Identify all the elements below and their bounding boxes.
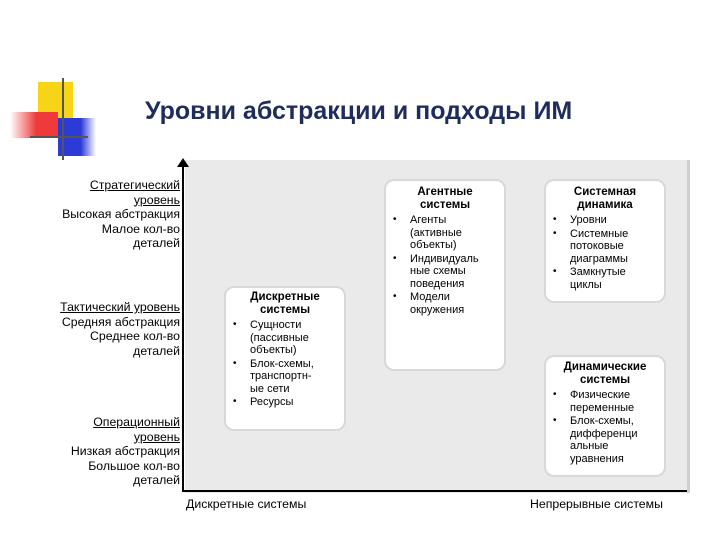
box-discrete-title: Дискретные системы (250, 291, 320, 316)
list-item: • Агенты (активные объекты) (393, 214, 462, 251)
level-tactical-desc: Средняя абстракция Среднее кол-во деталей (61, 314, 180, 358)
bullet-icon: • (393, 252, 397, 264)
level-operational-desc: Низкая абстракция Большое кол-во деталей (70, 444, 180, 487)
deco-red-square (10, 112, 58, 138)
box-system-dynamics-title: Системная динамика (573, 186, 637, 211)
list-item: • Модели окружения (393, 291, 465, 316)
level-operational-name: Операционный уровень (93, 415, 180, 444)
box-system-dynamics (544, 179, 666, 303)
bullet-icon: • (553, 214, 557, 225)
list-item: • Блок-схемы, транспортн- ые сети (233, 357, 314, 395)
slide-title: Уровни абстракции и подходы ИМ (145, 97, 573, 125)
bullet-icon: • (393, 214, 397, 225)
x-axis-label-discrete: Дискретные системы (186, 497, 307, 511)
bullet-icon: • (233, 357, 237, 369)
deco-hline (30, 136, 88, 138)
bullet-icon: • (553, 227, 557, 239)
level-operational (71, 415, 180, 488)
x-axis-label-continuous: Непрерывные системы (530, 497, 663, 511)
level-tactical-name: Тактический уровень (60, 300, 180, 314)
level-strategic (62, 178, 180, 251)
list-item: • Сущности (пассивные объекты) (233, 319, 309, 356)
bullet-icon: • (233, 396, 237, 407)
y-axis (182, 163, 184, 492)
bullet-icon: • (553, 415, 557, 426)
bullet-icon: • (553, 389, 557, 400)
bullet-icon: • (553, 266, 557, 277)
box-dynamic-title: Динамические системы (563, 361, 647, 386)
box-discrete-systems (224, 286, 346, 431)
box-dynamic-systems (544, 355, 666, 477)
list-item: • Замкнутые циклы (553, 266, 626, 291)
box-agent-systems (384, 179, 506, 371)
level-strategic-desc: Высокая абстракция Малое кол-во деталей (62, 207, 180, 250)
y-axis-arrow (177, 158, 189, 167)
level-tactical (60, 300, 180, 358)
list-item: • Ресурсы (233, 396, 294, 408)
x-axis (182, 490, 687, 492)
level-strategic-name: Стратегический уровень (89, 178, 180, 207)
deco-vline (62, 78, 64, 160)
box-agent-title: Агентные системы (417, 186, 473, 211)
list-item: • Физические переменные (553, 389, 635, 414)
bullet-icon: • (233, 319, 237, 330)
list-item: • Системные потоковые диаграммы (553, 227, 629, 265)
bullet-icon: • (393, 291, 397, 302)
list-item: • Блок-схемы, дифференци альные уравнения (553, 415, 638, 465)
list-item: • Уровни (553, 214, 607, 226)
list-item: • Индивидуаль ные схемы поведения (393, 252, 479, 290)
